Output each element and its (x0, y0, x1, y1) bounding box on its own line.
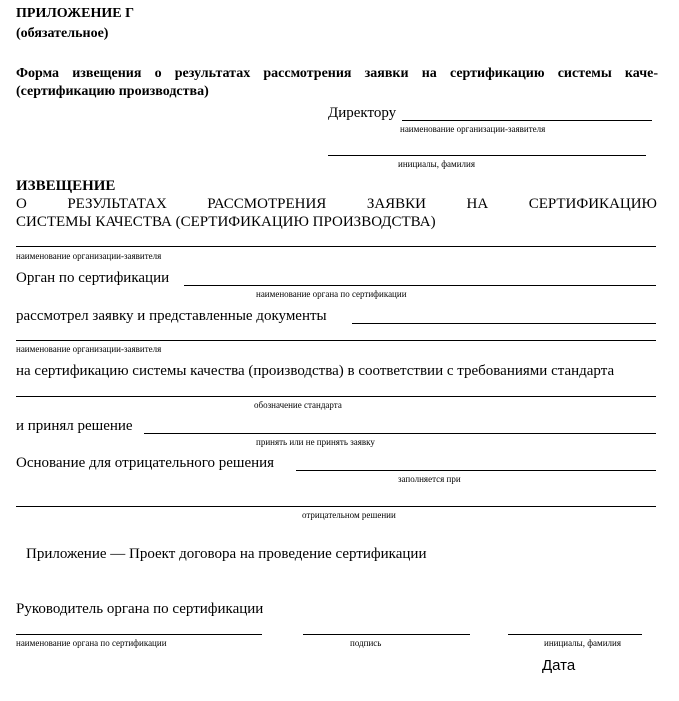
attachment-note: Приложение — Проект договора на проведение сертификации (26, 546, 427, 562)
negative-hint-2: отрицательном решении (302, 510, 396, 520)
notice-word: О (16, 196, 27, 212)
sig-org-field[interactable] (16, 634, 262, 635)
sig-initials-field[interactable] (508, 634, 642, 635)
director-name-field[interactable] (402, 120, 652, 121)
notice-word: РАССМОТРЕНИЯ (207, 196, 327, 212)
notice-heading-line3: СИСТЕМЫ КАЧЕСТВА (СЕРТИФИКАЦИЮ ПРОИЗВОДСТВА) (16, 214, 436, 230)
notice-heading: ИЗВЕЩЕНИЕ (16, 178, 116, 194)
cert-body-label: Орган по сертификации (16, 270, 170, 286)
applicant-field-2[interactable] (16, 340, 656, 341)
form-title-line2: (сертификацию производства) (16, 84, 209, 99)
appendix-subtitle: (обязательное) (16, 26, 109, 41)
applicant-field[interactable] (16, 246, 656, 247)
signature-hint: подпись (350, 638, 382, 648)
decision-label: и принял решение (16, 418, 133, 434)
initials-field[interactable] (328, 155, 646, 156)
negative-field-2[interactable] (16, 506, 656, 507)
director-hint: наименование организации-заявителя (400, 124, 546, 134)
notice-heading-line2 (16, 196, 657, 213)
form-title-line1: Форма извещения о результатах рассмотрения заявки на сертификацию системы каче- (16, 66, 658, 81)
applicant-hint: наименование организации-заявителя (16, 251, 162, 261)
sig-org-hint: наименование органа по сертификации (16, 638, 167, 648)
notice-word: НА (466, 196, 489, 212)
negative-field[interactable] (296, 470, 656, 471)
decision-field[interactable] (144, 433, 656, 434)
date-label: Дата (542, 657, 576, 674)
notice-word: ЗАЯВКИ (366, 196, 427, 212)
decision-hint: принять или не принять заявку (256, 437, 375, 447)
reviewed-label: рассмотрел заявку и представленные документы (16, 308, 327, 324)
initials-hint: инициалы, фамилия (398, 159, 475, 169)
notice-word: РЕЗУЛЬТАТАХ (67, 196, 167, 212)
sig-initials-hint: инициалы, фамилия (544, 638, 621, 648)
standard-field[interactable] (16, 396, 656, 397)
standard-hint: обозначение стандарта (254, 400, 342, 410)
appendix-title: ПРИЛОЖЕНИЕ Г (16, 6, 135, 21)
cert-body-field[interactable] (184, 285, 656, 286)
director-label: Директору (328, 105, 397, 121)
cert-body-hint: наименование органа по сертификации (256, 289, 407, 299)
notice-word: СЕРТИФИКАЦИЮ (528, 196, 657, 212)
head-label: Руководитель органа по сертификации (16, 601, 264, 617)
signature-field[interactable] (303, 634, 470, 635)
reviewed-field[interactable] (352, 323, 656, 324)
negative-hint-1: заполняется при (398, 474, 461, 484)
standard-text: на сертификацию системы качества (производства) в соответствии с требованиями стандарта (16, 363, 615, 379)
applicant-hint-2: наименование организации-заявителя (16, 344, 162, 354)
negative-label: Основание для отрицательного решения (16, 455, 275, 471)
